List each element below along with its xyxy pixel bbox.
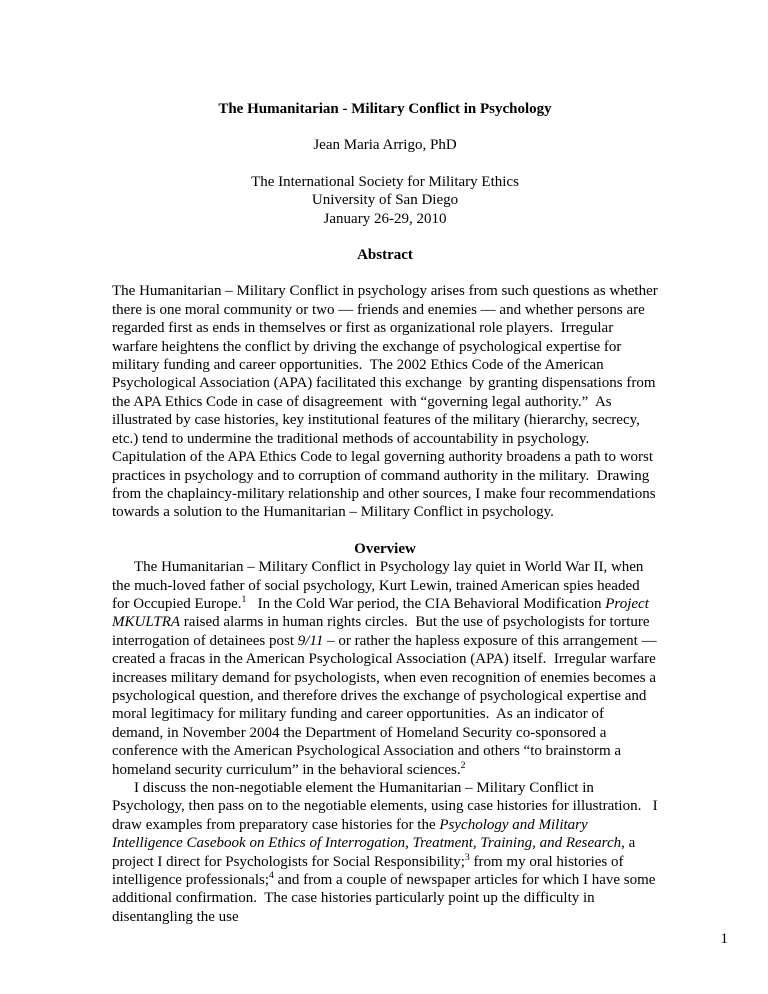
- footnote-ref: 3: [464, 851, 470, 863]
- text-run: – or rather the hapless exposure of this arrangement — created a fracas in the American Psychological Association (APA) itself. Irregular warfare increases military demand for psychologists, when even recognition of enemies becomes a psychological question, and therefore drives the exchange of psychological expertise and moral legitimacy for military funding and career opportunities. As an indicator of demand, in November 2004 the Department of Homeland Security co-sponsored a conference with the American Psychological Association and others “to brainstorm a homeland security curriculum” in the behavioral sciences.: [112, 632, 661, 778]
- footnote-ref: 4: [269, 870, 274, 882]
- text-run: In the Cold War period, the CIA Behavioral Modification: [246, 595, 606, 612]
- overview-paragraph-2: [112, 779, 662, 926]
- italic-text: Project MKULTRA: [112, 595, 653, 631]
- text-run: I discuss the non-negotiable element the Humanitarian – Military Conflict in Psychology, then pass on to the negotiable elements, using case histories for illustration. I draw examples from preparatory case histories for the: [112, 780, 662, 833]
- text-run: and from a couple of newspaper articles for which I have some additional confirmation. The case histories particularly point up the difficulty in disentangling the use: [112, 872, 660, 925]
- footnote-ref: 2: [460, 759, 466, 771]
- affiliation-line-university: University of San Diego: [311, 192, 459, 209]
- section-heading-abstract: Abstract: [357, 247, 413, 264]
- page-number: 1: [720, 930, 728, 947]
- overview-paragraph-1: [112, 558, 661, 779]
- affiliation-line-society: The International Society for Military Ethics: [251, 173, 519, 190]
- paper-title: The Humanitarian - Military Conflict in Psychology: [218, 101, 552, 117]
- text-run: , a project I direct for Psychologists for Social Responsibility;: [112, 835, 640, 870]
- text-run: The Humanitarian – Military Conflict in Psychology lay quiet in World War II, when the much-loved father of social psychology, Kurt Lewin, trained American spies headed for Occupied Europe.: [112, 559, 648, 612]
- text-run: raised alarms in human rights circles. But the use of psychologists for torture interrogation of detainees post: [112, 614, 654, 649]
- italic-text: Psychology and Military Intelligence Casebook on Ethics of Interrogation, Treatment, Training, and Research: [112, 816, 622, 852]
- affiliation-block: [112, 173, 658, 228]
- italic-text: 9/11: [297, 632, 324, 649]
- text-run: The Humanitarian – Military Conflict in psychology arises from such questions as whether there is one moral community or two — friends and enemies — and whether persons are regarded first as ends in themselves or first as organizational role players. Irregular warfare heightens the conflict by driving the exchange of psychological expertise for military funding and career opportunities. The 2002 Ethics Code of the American Psychological Association (APA) facilitated this exchange by granting dispensations from the APA Ethics Code in case of disagreement with “governing legal authority.” As illustrated by case histories, key institutional features of the military (hierarchy, secrecy, etc.) tend to undermine the traditional methods of accountability in psychology. Capitulation of the APA Ethics Code to legal governing authority broadens a path to worst practices in psychology and to corruption of command authority in the military. Drawing from the chaplaincy-military relationship and other sources, I make four recommendations towards a solution to the Humanitarian – Military Conflict in psychology.: [112, 283, 662, 521]
- abstract-paragraph: [112, 282, 662, 521]
- paper-author: Jean Maria Arrigo, PhD: [313, 137, 457, 154]
- text-run: from my oral histories of intelligence professionals;: [112, 853, 628, 889]
- affiliation-line-date: January 26-29, 2010: [323, 210, 447, 227]
- section-heading-overview: Overview: [354, 540, 416, 557]
- footnote-ref: 1: [241, 593, 247, 605]
